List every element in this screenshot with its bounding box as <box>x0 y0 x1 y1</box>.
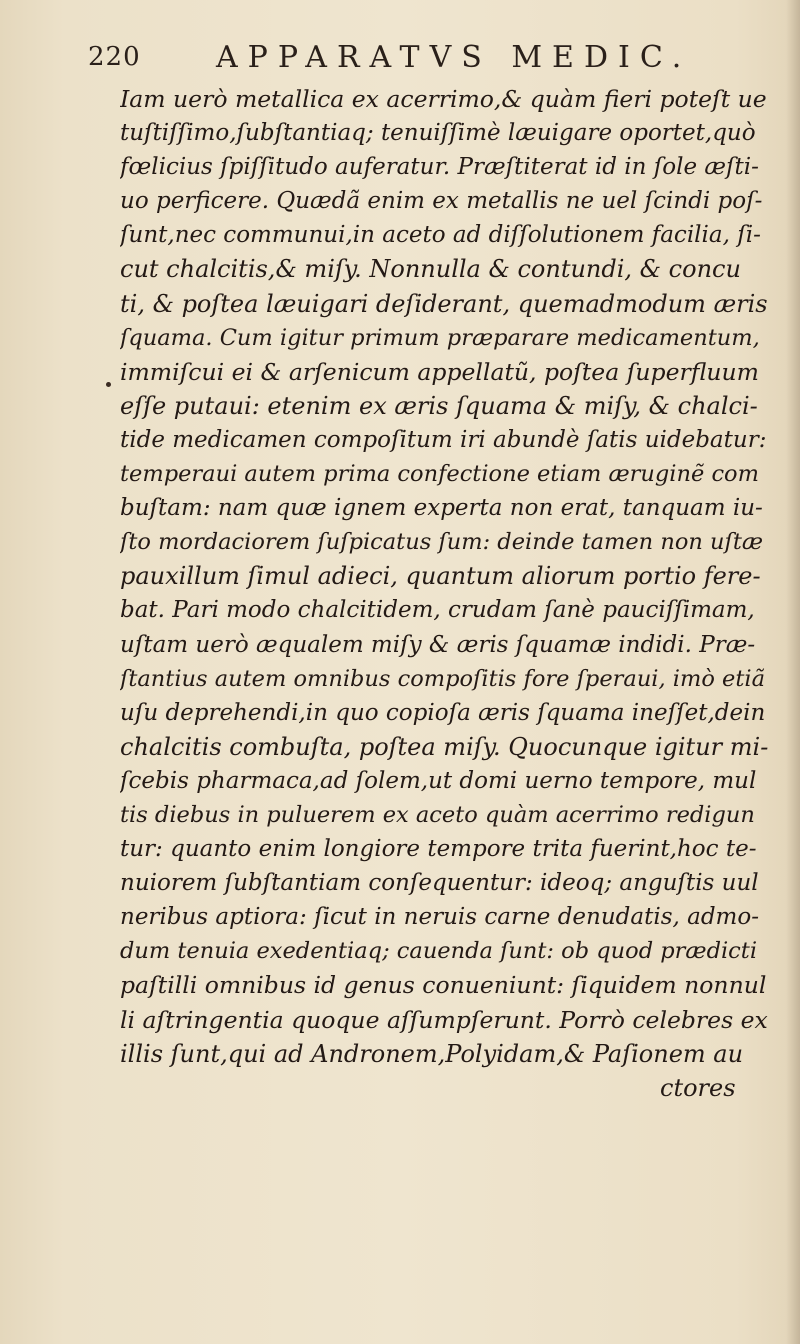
text-line: immiſcui ei & arſenicum appellatũ, poſtea ſuperfluum <box>120 357 759 386</box>
text-line: bat. Pari modo chalcitidem, crudam ſanè pauciſſimam, <box>120 597 755 624</box>
margin-mark <box>106 382 111 387</box>
text-line: tuſtiſſimo,ſubſtantiaq; tenuiſſimè læuigare oportet,quò <box>120 120 756 147</box>
text-line: li aſtringentia quoque aſſumpſerunt. Porrò celebres ex <box>120 1005 768 1034</box>
text-line: ctores <box>660 1073 736 1102</box>
text-line: tide medicamen compoſitum iri abundè ſatis uidebatur: <box>120 426 767 453</box>
text-line: tis diebus in puluerem ex aceto quàm acerrimo redigun <box>120 801 755 828</box>
text-line: paſtilli omnibus id genus conueniunt: ſiquidem nonnul <box>120 971 767 1000</box>
text-line: uſtam uerò æqualem miſy & æris ſquamæ indidi. Præ- <box>120 631 756 658</box>
text-line: pauxillum ſimul adieci, quantum aliorum portio fere- <box>120 562 761 591</box>
page-header <box>88 40 708 84</box>
text-line: uſu deprehendi,in quo copioſa æris ſquama ineſſet,dein <box>120 699 766 726</box>
page-edge-shadow <box>786 0 800 1344</box>
text-line: ſto mordaciorem ſuſpicatus ſum: deinde tamen non uſtæ <box>120 529 764 556</box>
text-line: illis ſunt,qui ad Andronem,Polyidam,& Paſionem au <box>120 1039 744 1068</box>
running-head: APPARATVS MEDIC. <box>216 40 692 75</box>
text-line: temperaui autem prima confectione etiam æruginẽ com <box>120 461 759 488</box>
text-line: buſtam: nam quæ ignem experta non erat, tanquam iu- <box>120 495 763 522</box>
text-line: eſſe putaui: etenim ex æris ſquama & miſy, & chalci- <box>120 391 758 420</box>
text-line: ſtantius autem omnibus compoſitis fore ſperaui, imò etiã <box>120 665 766 692</box>
text-line: ſquama. Cum igitur primum præparare medicamentum, <box>120 324 760 351</box>
text-line: cut chalcitis,& miſy. Nonnulla & contundi, & concu <box>120 255 741 284</box>
text-line: ſcebis pharmaca,ad ſolem,ut domi uerno tempore, mul <box>120 767 757 794</box>
text-line: fœlicius ſpiſſitudo auferatur. Præſtiterat id in ſole æſti- <box>120 154 759 181</box>
text-line: ſunt,nec communui,in aceto ad diſſolutionem facilia, ſi- <box>120 222 761 249</box>
text-line: uo perficere. Quædã enim ex metallis ne uel ſcindi poſ- <box>120 188 763 215</box>
text-line: chalcitis combuſta, poſtea miſy. Quocunque igitur mi- <box>120 732 768 761</box>
body-text <box>120 82 768 1105</box>
text-line: ti, & poſtea læuigari deſiderant, quemadmodum æris <box>120 289 768 318</box>
text-line: neribus aptiora: ſicut in neruis carne denudatis, admo- <box>120 904 759 931</box>
page-number: 220 <box>88 42 141 72</box>
text-line: tur: quanto enim longiore tempore trita fuerint,hoc te- <box>120 836 757 863</box>
text-line: Iam uerò metallica ex acerrimo,& quàm fieri poteſt ue <box>120 85 767 113</box>
text-line: nuiorem ſubſtantiam conſequentur: ideoq; anguſtis uul <box>120 870 759 897</box>
text-line: dum tenuia exedentiaq; cauenda ſunt: ob quod prædicti <box>120 938 758 965</box>
